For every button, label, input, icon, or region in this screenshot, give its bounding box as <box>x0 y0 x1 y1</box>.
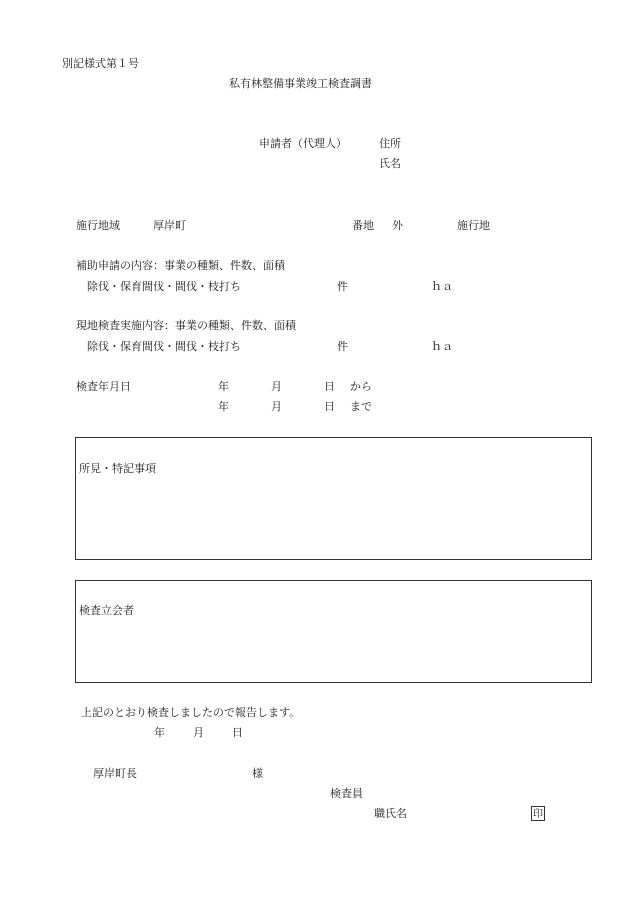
remarks-label: 所見・特記事項 <box>79 462 156 475</box>
date-to-suffix: まで <box>350 400 372 413</box>
subsidy-heading: 補助申請の内容：事業の種類、件数、面積 <box>76 259 285 272</box>
subsidy-area-unit: ｈａ <box>431 280 453 293</box>
report-month: 月 <box>193 726 204 739</box>
date-from-day: 日 <box>324 380 335 393</box>
attendees-label: 検査立会者 <box>79 604 134 617</box>
location-town: 厚岸町 <box>153 219 186 232</box>
seal-mark: 印 <box>531 806 545 821</box>
date-to-year: 年 <box>218 400 229 413</box>
inspector-label: 検査員 <box>330 787 363 800</box>
applicant-label: 申請者（代理人） <box>259 137 347 150</box>
location-label: 施行地域 <box>76 219 120 232</box>
location-banchi: 番地 <box>352 219 374 232</box>
report-day: 日 <box>232 726 243 739</box>
page-title: 私有林整備事業竣工検査調書 <box>229 77 372 90</box>
applicant-address-label: 住所 <box>379 137 401 150</box>
report-statement: 上記のとおり検査しましたので報告します。 <box>81 706 301 719</box>
addressee-honorific: 様 <box>252 767 263 780</box>
date-to-day: 日 <box>324 400 335 413</box>
addressee-title: 厚岸町長 <box>93 767 137 780</box>
date-from-suffix: から <box>350 380 372 393</box>
inspection-count-unit: 件 <box>337 340 348 353</box>
inspector-position-name-label: 職氏名 <box>374 807 407 820</box>
date-from-month: 月 <box>271 380 282 393</box>
remarks-box <box>75 437 592 560</box>
applicant-name-label: 氏名 <box>379 157 401 170</box>
inspection-date-label: 検査年月日 <box>76 380 131 393</box>
attendees-box <box>75 580 592 683</box>
date-from-year: 年 <box>218 380 229 393</box>
inspection-heading: 現地検査実施内容：事業の種類、件数、面積 <box>76 319 296 332</box>
date-to-month: 月 <box>271 400 282 413</box>
inspection-work-types: 除伐・保育間伐・間伐・枝打ち <box>87 340 241 353</box>
subsidy-work-types: 除伐・保育間伐・間伐・枝打ち <box>87 280 241 293</box>
form-number: 別記様式第１号 <box>62 57 139 70</box>
location-soto: 外 <box>392 219 403 232</box>
report-year: 年 <box>154 726 165 739</box>
subsidy-count-unit: 件 <box>337 280 348 293</box>
inspection-area-unit: ｈａ <box>431 340 453 353</box>
location-site: 施行地 <box>457 219 490 232</box>
